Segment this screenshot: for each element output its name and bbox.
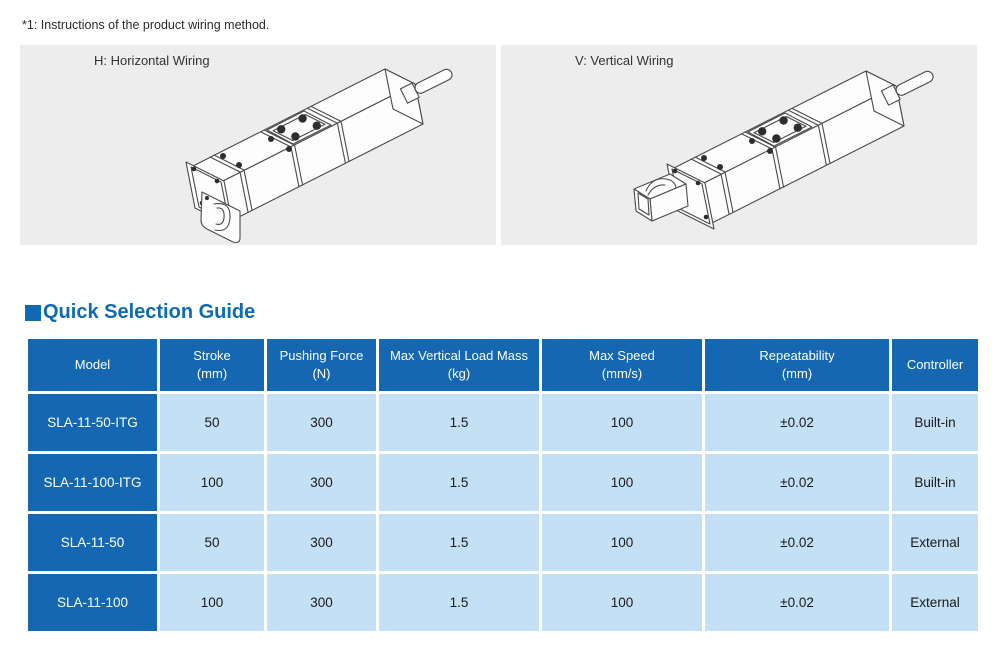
table-row bbox=[27, 573, 980, 633]
cell-controller: External bbox=[891, 513, 980, 573]
wiring-panel-horizontal bbox=[20, 45, 496, 245]
header-controller: Controller bbox=[891, 338, 980, 393]
cell-repeatability: ±0.02 bbox=[704, 393, 891, 453]
cell-pushing-force: 300 bbox=[266, 453, 378, 513]
header-model: Model bbox=[27, 338, 159, 393]
horizontal-wiring-label: H: Horizontal Wiring bbox=[94, 53, 210, 68]
cell-stroke: 50 bbox=[159, 513, 266, 573]
cell-pushing-force: 300 bbox=[266, 393, 378, 453]
cell-max-vertical-load-mass: 1.5 bbox=[378, 393, 541, 453]
cell-controller: External bbox=[891, 573, 980, 633]
cell-pushing-force: 300 bbox=[266, 573, 378, 633]
table-row bbox=[27, 513, 980, 573]
cell-max-speed: 100 bbox=[541, 453, 704, 513]
cell-model: SLA-11-100 bbox=[27, 573, 159, 633]
cell-model: SLA-11-50 bbox=[27, 513, 159, 573]
table-header-row bbox=[27, 338, 980, 393]
cell-controller: Built-in bbox=[891, 393, 980, 453]
section-title bbox=[25, 301, 255, 324]
cell-max-speed: 100 bbox=[541, 573, 704, 633]
wiring-note: *1: Instructions of the product wiring method. bbox=[22, 18, 270, 32]
cell-max-vertical-load-mass: 1.5 bbox=[378, 513, 541, 573]
cell-repeatability: ±0.02 bbox=[704, 453, 891, 513]
vertical-wiring-label: V: Vertical Wiring bbox=[575, 53, 674, 68]
cell-max-speed: 100 bbox=[541, 513, 704, 573]
quick-selection-table bbox=[25, 336, 981, 634]
cell-pushing-force: 300 bbox=[266, 513, 378, 573]
cell-max-speed: 100 bbox=[541, 393, 704, 453]
cell-stroke: 50 bbox=[159, 393, 266, 453]
cell-max-vertical-load-mass: 1.5 bbox=[378, 453, 541, 513]
header-max-speed: Max Speed (mm/s) bbox=[541, 338, 704, 393]
vertical-wiring-diagram bbox=[501, 45, 977, 245]
wiring-panel-vertical bbox=[501, 45, 977, 245]
header-max-vertical-load-mass: Max Vertical Load Mass (kg) bbox=[378, 338, 541, 393]
cell-max-vertical-load-mass: 1.5 bbox=[378, 573, 541, 633]
header-pushing-force: Pushing Force (N) bbox=[266, 338, 378, 393]
wiring-panels bbox=[20, 45, 977, 245]
section-title-text: Quick Selection Guide bbox=[43, 301, 256, 323]
section-title-square-icon bbox=[25, 305, 41, 321]
cell-stroke: 100 bbox=[159, 573, 266, 633]
header-stroke: Stroke (mm) bbox=[159, 338, 266, 393]
cell-controller: Built-in bbox=[891, 453, 980, 513]
cell-model: SLA-11-100-ITG bbox=[27, 453, 159, 513]
cell-stroke: 100 bbox=[159, 453, 266, 513]
table-row bbox=[27, 453, 980, 513]
header-repeatability: Repeatability (mm) bbox=[704, 338, 891, 393]
horizontal-wiring-diagram bbox=[20, 45, 496, 245]
cell-repeatability: ±0.02 bbox=[704, 513, 891, 573]
cell-model: SLA-11-50-ITG bbox=[27, 393, 159, 453]
cell-repeatability: ±0.02 bbox=[704, 573, 891, 633]
table-row bbox=[27, 393, 980, 453]
